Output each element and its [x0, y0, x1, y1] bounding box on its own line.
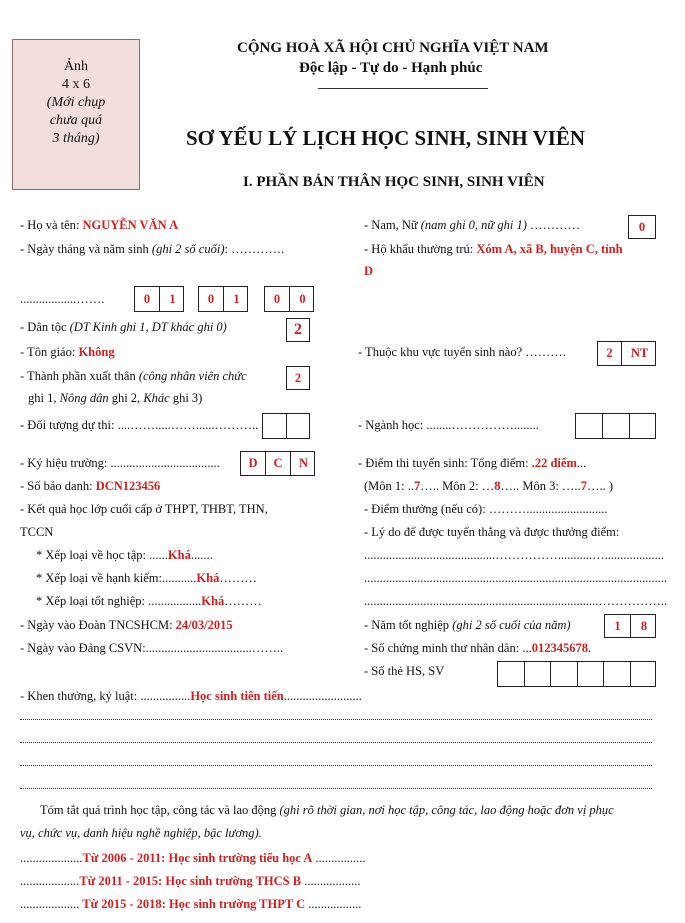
id-tail: .	[587, 641, 592, 655]
study-rank-tail: .......	[190, 548, 213, 562]
residence-value-cont[interactable]: D	[364, 264, 374, 278]
student-card-box[interactable]	[497, 661, 656, 687]
conduct-rank-value[interactable]: Khá	[196, 571, 220, 585]
dob-field	[20, 242, 284, 257]
youth-union-value[interactable]: 24/03/2015	[175, 618, 233, 632]
candidate-cell-1	[263, 414, 287, 438]
major-cell-3	[630, 414, 657, 438]
dob-hint: (ghi 2 số cuối)	[151, 242, 225, 256]
grad-year-digit-2: 8	[640, 619, 648, 633]
exam-score-tail: ...	[576, 456, 587, 470]
grad-year-digit-1: 1	[605, 615, 631, 637]
dob-dots-line: ..................…….	[20, 292, 105, 306]
ethnic-box[interactable]: 2	[286, 318, 310, 342]
section-heading: I. PHẦN BẢN THÂN HỌC SINH, SINH VIÊN	[243, 174, 545, 190]
exam-score-value[interactable]: .22 điểm	[531, 456, 577, 470]
study-rank-value[interactable]: Khá	[167, 548, 191, 562]
dob-month-box[interactable]	[198, 286, 248, 312]
student-card-cell-6	[631, 662, 658, 686]
region-label: - Thuộc khu vực tuyển sinh nào? ……….	[358, 345, 566, 359]
student-card-cell-1	[498, 662, 525, 686]
summary-intro-hint-cont: vụ, chức vụ, danh hiệu nghề nghiệp, bậc lương).	[20, 826, 262, 840]
youth-union-label: - Ngày vào Đoàn TNCSHCM:	[20, 618, 176, 632]
photo-note-3: 3 tháng)	[52, 131, 100, 146]
religion-field	[20, 345, 115, 360]
religion-label: - Tôn giáo:	[20, 345, 79, 359]
awards-tail: .........................	[283, 689, 362, 703]
id-value[interactable]: 012345678	[531, 641, 588, 655]
subjects-text-c: ….. Môn 3: …..	[500, 479, 581, 493]
awards-line-2[interactable]	[20, 740, 652, 743]
gender-label: - Nam, Nữ	[364, 218, 421, 232]
dob-month-digit-1: 0	[199, 287, 224, 311]
ethnic-hint: (DT Kinh ghi 1, DT khác ghi 0)	[69, 320, 227, 334]
summary-row-1-tail: ................	[312, 851, 366, 865]
summary-row-1-lead: ....................	[20, 851, 83, 865]
summary-row-1[interactable]	[20, 851, 366, 866]
awards-line-3[interactable]	[20, 763, 652, 766]
photo-placeholder	[12, 39, 140, 190]
study-rank-field	[36, 548, 213, 563]
subject-1-score[interactable]: 7	[414, 479, 421, 493]
reason-line-3[interactable]: ...........................................................................……………..	[364, 594, 668, 608]
school-code-char-1: D	[241, 452, 266, 475]
youth-union-field	[20, 618, 233, 633]
name-field	[20, 218, 178, 233]
gender-box[interactable]: 0	[628, 215, 656, 239]
student-card-cell-4	[578, 662, 605, 686]
dob-month-digit-2: 1	[233, 292, 240, 306]
school-code-box[interactable]	[240, 451, 315, 476]
background-text-a: ghi 1,	[28, 391, 60, 405]
conduct-rank-field	[36, 571, 257, 586]
dob-year-digit-1: 0	[265, 287, 290, 311]
dob-day-box[interactable]	[134, 286, 184, 312]
school-code-char-2: C	[266, 452, 291, 475]
candidate-no-value[interactable]: DCN123456	[95, 479, 161, 493]
student-card-cell-2	[525, 662, 552, 686]
school-code-char-3: N	[298, 456, 309, 470]
grad-year-label: - Năm tốt nghiệp	[364, 618, 453, 632]
grad-rank-value[interactable]: Khá	[201, 594, 225, 608]
background-field	[20, 369, 247, 384]
ethnic-field	[20, 320, 227, 335]
student-card-cell-5	[604, 662, 631, 686]
awards-field	[20, 689, 362, 704]
reason-label: - Lý do để được tuyển thẳng và được thưởng điểm:	[364, 525, 620, 539]
subjects-field	[364, 479, 613, 494]
awards-line-1[interactable]	[20, 717, 652, 720]
photo-note: (Mới chụp	[46, 95, 106, 110]
motto: Độc lập - Tự do - Hạnh phúc	[299, 60, 483, 76]
region-digit: 2	[598, 342, 622, 365]
grad-year-box[interactable]	[604, 614, 656, 638]
candidate-no-label: - Số báo danh:	[20, 479, 96, 493]
background-text-b: Nông dân	[59, 391, 109, 405]
summary-row-3-tail: .................	[305, 897, 362, 911]
residence-value[interactable]: Xóm A, xã B, huyện C, tỉnh	[476, 242, 623, 256]
background-hint: (công nhân viên chức	[138, 369, 247, 383]
religion-value[interactable]: Không	[78, 345, 115, 359]
grad-year-field	[364, 618, 571, 633]
summary-row-2-lead: ...................	[20, 874, 80, 888]
summary-intro-text: Tóm tắt quá trình học tập, công tác và lao động	[40, 803, 280, 817]
reason-line-2[interactable]: .................................................................................................	[364, 571, 668, 585]
name-label: - Họ và tên:	[20, 218, 83, 232]
grad-rank-tail: ………	[224, 594, 262, 608]
background-text-e: ghi 3)	[169, 391, 203, 405]
grad-rank-label: * Xếp loại tốt nghiệp: .................	[36, 594, 202, 608]
reason-line-1[interactable]: ..........................................……………...........…...................	[364, 548, 664, 562]
awards-label: - Khen thưởng, kỷ luật: ................	[20, 689, 191, 703]
summary-row-2[interactable]	[20, 874, 360, 889]
candidate-label: - Đối tượng dự thi: ....…….....……......………..	[20, 418, 259, 432]
grad-year-hint: (ghi 2 số cuối của năm)	[452, 618, 571, 632]
study-rank-label: * Xếp loại về học tập: ......	[36, 548, 168, 562]
id-label: - Số chứng minh thư nhân dân: ...	[364, 641, 532, 655]
id-field	[364, 641, 591, 656]
major-box[interactable]	[575, 413, 656, 439]
background-box[interactable]: 2	[286, 366, 310, 390]
country-heading: CỘNG HOÀ XÃ HỘI CHỦ NGHĨA VIỆT NAM	[237, 40, 549, 56]
dob-dots: : ………….	[224, 242, 285, 256]
dob-label: - Ngày tháng và năm sinh	[20, 242, 152, 256]
summary-intro-hint: (ghi rõ thời gian, nơi học tập, công tác, lao động hoặc đơn vị phục	[279, 803, 614, 817]
candidate-box[interactable]	[262, 413, 310, 439]
party-label: - Ngày vào Đảng CSVN:..................................……..	[20, 641, 284, 655]
ethnic-label: - Dân tộc	[20, 320, 70, 334]
summary-row-3-lead: ...................	[20, 897, 80, 911]
bonus-label: - Điểm thưởng (nếu có): ………..........................	[364, 502, 608, 516]
candidate-no-field	[20, 479, 160, 494]
gender-hint: (nam ghi 0, nữ ghi 1)	[420, 218, 527, 232]
page-title: SƠ YẾU LÝ LỊCH HỌC SINH, SINH VIÊN	[186, 126, 586, 150]
dob-year-digit-2: 0	[299, 292, 306, 306]
background-field-cont	[28, 391, 202, 406]
name-value[interactable]: NGUYỄN VĂN A	[82, 218, 179, 232]
region-box[interactable]	[597, 341, 656, 366]
conduct-rank-tail: ………	[219, 571, 257, 585]
summary-intro	[40, 803, 614, 818]
gender-field	[364, 218, 580, 233]
subjects-text-b: ….. Môn 2: …	[420, 479, 495, 493]
conduct-rank-label: * Xếp loại về hạnh kiểm:...........	[36, 571, 197, 585]
summary-row-1-value: Từ 2006 - 2011: Học sinh trường tiểu học A	[82, 851, 313, 865]
exam-score-field	[358, 456, 586, 471]
dob-day-digit-2: 1	[169, 292, 176, 306]
awards-value[interactable]: Học sinh tiên tiến	[190, 689, 284, 703]
background-text-c: ghi 2,	[108, 391, 144, 405]
photo-label: Ảnh	[63, 59, 89, 74]
grad-rank-field	[36, 594, 262, 609]
summary-row-3-value: Từ 2015 - 2018: Học sinh trường THPT C	[79, 897, 306, 911]
candidate-cell-2	[287, 414, 311, 438]
residence-field	[364, 242, 623, 257]
exam-score-label: - Điểm thi tuyển sinh: Tổng điểm:	[358, 456, 532, 470]
subjects-text-a: (Môn 1: ..	[364, 479, 414, 493]
summary-row-2-value: Từ 2011 - 2015: Học sinh trường THCS B	[79, 874, 302, 888]
subject-3-score[interactable]: 7	[580, 479, 587, 493]
photo-size: 4 x 6	[62, 77, 90, 92]
dob-day-digit-1: 0	[135, 287, 160, 311]
background-label: - Thành phần xuất thân	[20, 369, 139, 383]
photo-note-2: chưa quá	[49, 113, 103, 128]
result-label: - Kết quả học lớp cuối cấp ở THPT, THBT, THN,	[20, 502, 268, 516]
result-label-cont: TCCN	[20, 525, 54, 539]
summary-row-2-tail: ..................	[301, 874, 361, 888]
header-divider	[318, 88, 488, 89]
major-cell-1	[576, 414, 603, 438]
gender-dots: …………	[526, 218, 581, 232]
summary-row-3[interactable]	[20, 897, 361, 912]
background-text-d: Khác	[143, 391, 170, 405]
student-card-cell-3	[551, 662, 578, 686]
student-card-label: - Số thẻ HS, SV	[364, 664, 445, 678]
subjects-text-d: ….. )	[586, 479, 613, 493]
dob-year-box[interactable]	[264, 286, 314, 312]
residence-label: - Hộ khẩu thường trú:	[364, 242, 477, 256]
region-code: NT	[630, 346, 649, 360]
major-label: - Ngành học: ........……………........	[358, 418, 539, 432]
school-code-label: - Ký hiệu trường: ...................................	[20, 456, 220, 470]
major-cell-2	[603, 414, 630, 438]
awards-line-4[interactable]	[20, 786, 652, 789]
subject-2-score[interactable]: 8	[494, 479, 501, 493]
